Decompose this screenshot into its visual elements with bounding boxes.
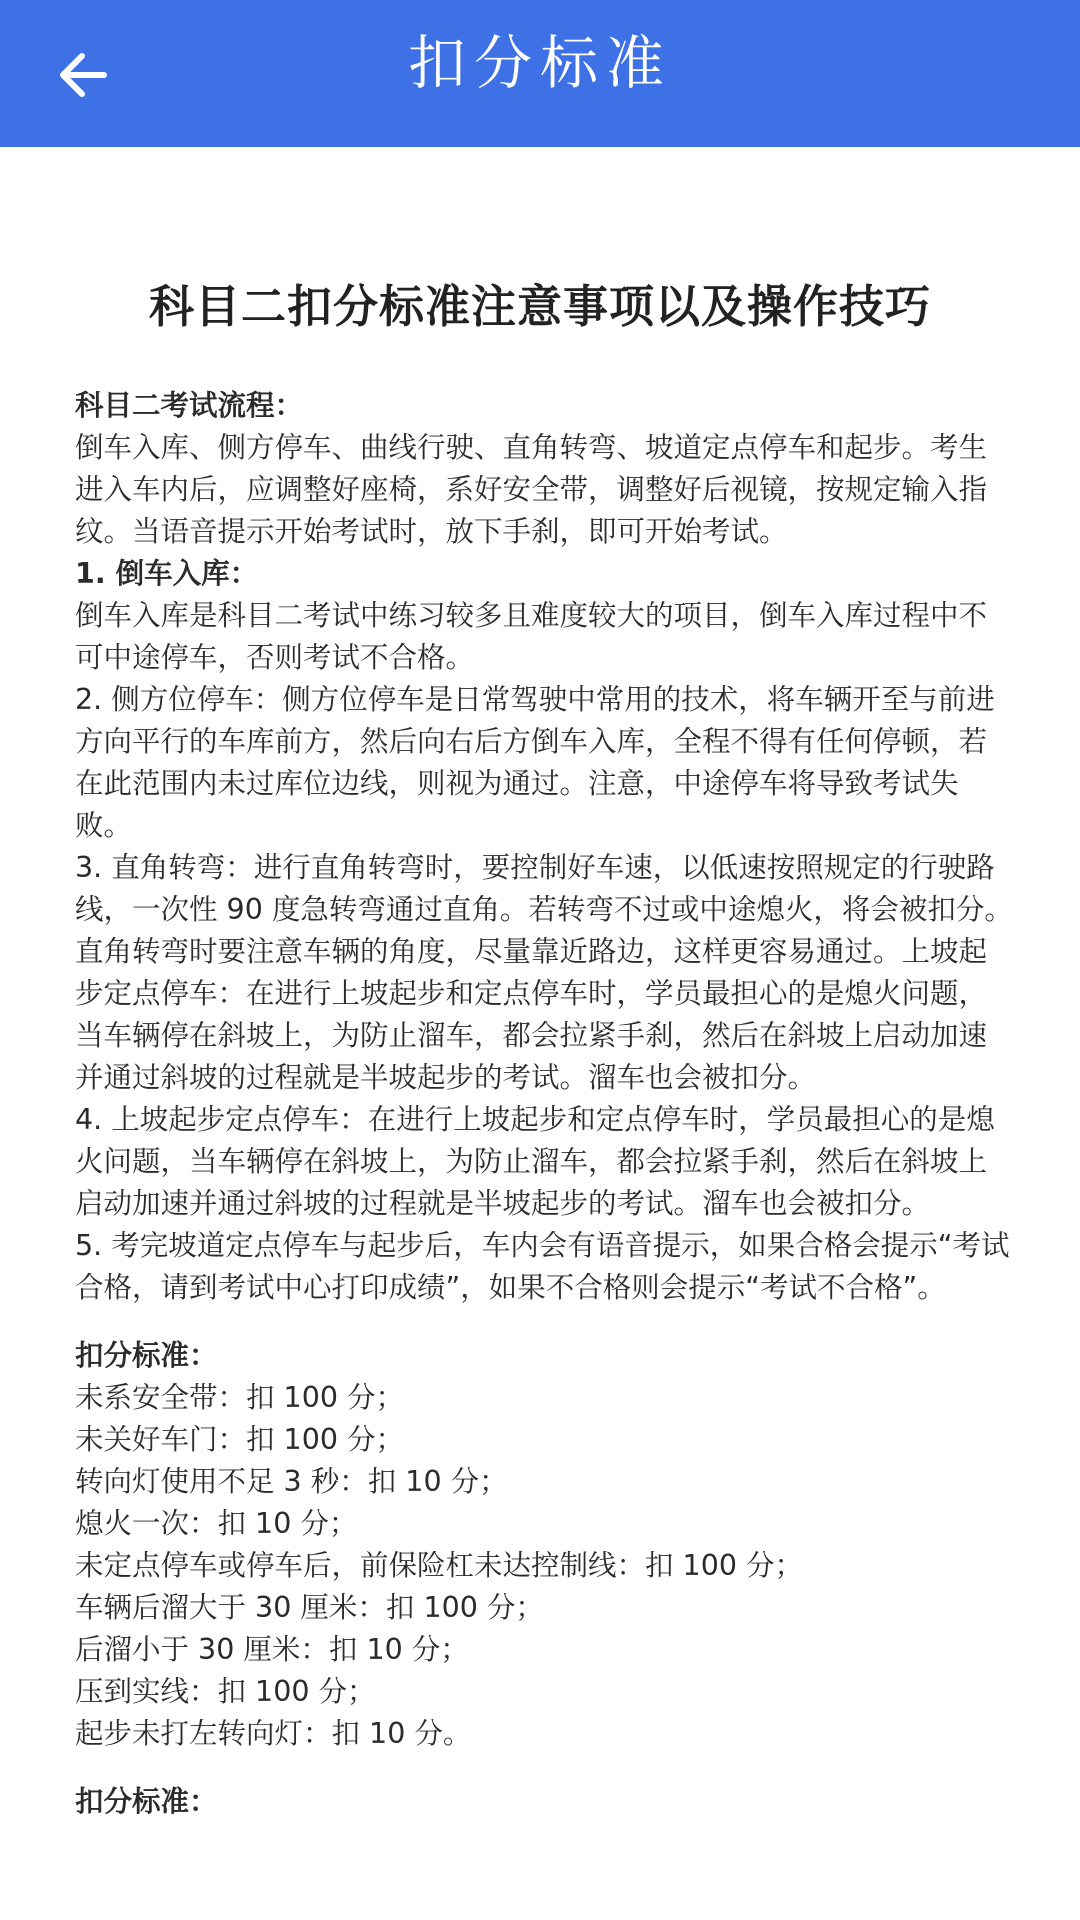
article-body [75, 385, 1015, 1823]
deduction-item: 熄火一次：扣 10 分； [75, 1507, 358, 1540]
deduction-item: 后溜小于 30 厘米：扣 10 分； [75, 1633, 469, 1666]
process-paragraph: 倒车入库、侧方停车、曲线行驶、直角转弯、坡道定点停车和起步。考生进入车内后，应调整好座椅，系好安全带，调整好后视镜，按规定输入指纹。当语音提示开始考试时，放下手刹，即可开始考试。 [75, 431, 988, 548]
top-app-bar [0, 0, 1080, 147]
item-1-paragraph: 倒车入库是科目二考试中练习较多且难度较大的项目，倒车入库过程中不可中途停车，否则考试不合格。 [75, 599, 988, 674]
deduction-item: 起步未打左转向灯：扣 10 分。 [75, 1717, 472, 1750]
deduction-item: 转向灯使用不足 3 秒：扣 10 分； [75, 1465, 508, 1498]
deduction-item: 车辆后溜大于 30 厘米：扣 100 分； [75, 1591, 544, 1624]
item-5-paragraph: 5. 考完坡道定点停车与起步后，车内会有语音提示，如果合格会提示“考试合格，请到考试中心打印成绩”，如果不合格则会提示“考试不合格”。 [75, 1229, 1010, 1304]
deduction-item: 未系安全带：扣 100 分； [75, 1381, 405, 1414]
article-title: 科目二扣分标准注意事项以及操作技巧 [148, 280, 931, 333]
item-3-paragraph: 3. 直角转弯：进行直角转弯时，要控制好车速，以低速按照规定的行驶路线，一次性 90 度急转弯通过直角。若转弯不过或中途熄火，将会被扣分。直角转弯时要注意车辆的角度，尽量靠近路边，这样更容易通过。上坡起步定点停车：在进行上坡起步和定点停车时，学员最担心的是熄火问题，当车辆停在斜坡上，为防止溜车，都会拉紧手刹，然后在斜坡上启动加速并通过斜坡的过程就是半坡起步的考试。溜车也会被扣分。 [75, 851, 1013, 1094]
deduction-item: 未关好车门：扣 100 分； [75, 1423, 405, 1456]
process-heading: 科目二考试流程： [75, 389, 304, 422]
deduction-heading-2: 扣分标准： [75, 1785, 218, 1818]
item-4-paragraph: 4. 上坡起步定点停车：在进行上坡起步和定点停车时，学员最担心的是熄火问题，当车辆停在斜坡上，为防止溜车，都会拉紧手刹，然后在斜坡上启动加速并通过斜坡的过程就是半坡起步的考试。溜车也会被扣分。 [75, 1103, 995, 1220]
deduction-heading: 扣分标准： [75, 1339, 218, 1372]
item-2-paragraph: 2. 侧方位停车：侧方位停车是日常驾驶中常用的技术，将车辆开至与前进方向平行的车库前方，然后向右后方倒车入库，全程不得有任何停顿，若在此范围内未过库位边线，则视为通过。注意，中途停车将导致考试失败。 [75, 683, 995, 842]
deduction-item: 压到实线：扣 100 分； [75, 1675, 376, 1708]
article-content[interactable] [0, 147, 1080, 1920]
page-title: 扣分标准 [407, 29, 672, 97]
deduction-item: 未定点停车或停车后，前保险杠未达控制线：扣 100 分； [75, 1549, 804, 1582]
item-1-heading: 1. 倒车入库： [75, 557, 259, 590]
